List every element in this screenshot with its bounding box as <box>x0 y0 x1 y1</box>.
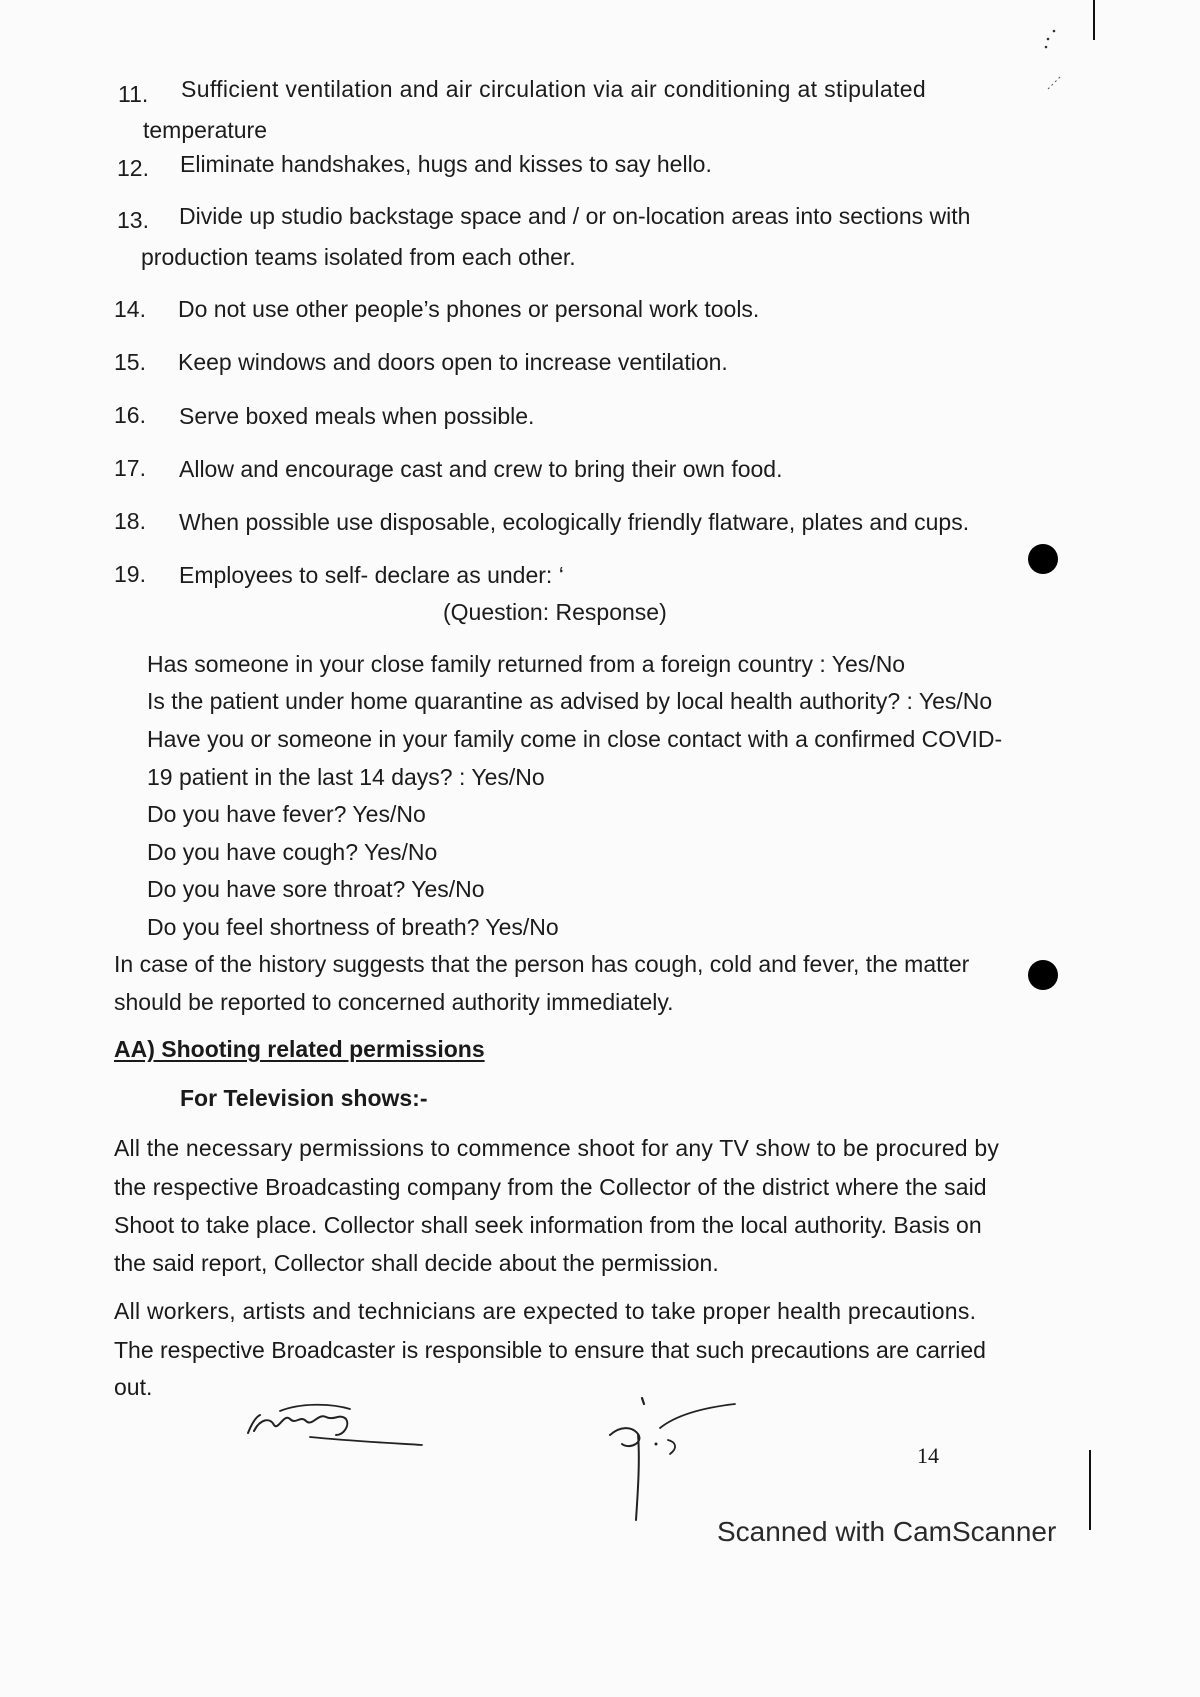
signature-right-image <box>600 1390 750 1525</box>
section-subheading: For Television shows:- <box>180 1085 428 1111</box>
paragraph-line: All workers, artists and technicians are expected to take proper health precautions. <box>114 1298 977 1324</box>
question-line: Have you or someone in your family come in close contact with a confirmed COVID- <box>147 726 1003 752</box>
paragraph-line: the respective Broadcasting company from the Collector of the district where the said <box>114 1174 987 1200</box>
question-line: Is the patient under home quarantine as advised by local health authority? : Yes/No <box>147 688 993 714</box>
paragraph-line: Shoot to take place. Collector shall seek information from the local authority. Basis on <box>114 1212 982 1238</box>
question-line: Has someone in your close family returned from a foreign country : Yes/No <box>147 651 906 677</box>
note-line: should be reported to concerned authority immediately. <box>114 989 674 1015</box>
item-text: Divide up studio backstage space and / or on-location areas into sections with <box>179 203 971 229</box>
item-continuation: temperature <box>143 117 268 143</box>
paragraph-line: The respective Broadcaster is responsible to ensure that such precautions are carried <box>114 1337 986 1363</box>
question-line: Do you have cough? Yes/No <box>147 839 438 865</box>
scanner-watermark: Scanned with CamScanner <box>717 1516 1057 1547</box>
paragraph-line: the said report, Collector shall decide about the permission. <box>114 1250 719 1276</box>
question-line: Do you have fever? Yes/No <box>147 801 426 827</box>
scan-edge-line-bottom <box>1089 1450 1091 1530</box>
paragraph-line: All the necessary permissions to commence shoot for any TV show to be procured by <box>114 1135 1000 1161</box>
item-number: 14. <box>114 296 146 322</box>
item-text: Serve boxed meals when possible. <box>179 403 535 429</box>
question-line: Do you feel shortness of breath? Yes/No <box>147 914 559 940</box>
section-heading: AA) Shooting related permissions <box>114 1036 485 1062</box>
item-text: Keep windows and doors open to increase ventilation. <box>178 349 728 375</box>
signature-left-image <box>240 1395 430 1455</box>
scan-specks-image <box>1040 25 1070 95</box>
scan-edge-line <box>1093 0 1095 40</box>
item-text: Eliminate handshakes, hugs and kisses to say hello. <box>180 151 712 177</box>
questionnaire-header: (Question: Response) <box>443 599 667 625</box>
item-number: 15. <box>114 349 146 375</box>
item-text: Do not use other people’s phones or personal work tools. <box>178 296 760 322</box>
item-text: Allow and encourage cast and crew to bring their own food. <box>179 456 783 482</box>
note-line: In case of the history suggests that the person has cough, cold and fever, the matter <box>114 951 970 977</box>
item-text: Sufficient ventilation and air circulation via air conditioning at stipulated <box>181 76 927 102</box>
item-number: 13. <box>117 207 149 233</box>
item-number: 11. <box>118 81 149 107</box>
page-number: 14 <box>917 1443 939 1468</box>
item-number: 19. <box>114 561 146 587</box>
item-text: Employees to self- declare as under: ‘ <box>179 562 564 588</box>
item-number: 12. <box>117 155 149 181</box>
question-line: Do you have sore throat? Yes/No <box>147 876 485 902</box>
paragraph-line: out. <box>114 1374 153 1400</box>
punch-hole-mark <box>1028 960 1058 990</box>
item-continuation: production teams isolated from each other. <box>141 244 576 270</box>
item-text: When possible use disposable, ecologically friendly flatware, plates and cups. <box>179 509 970 535</box>
item-number: 16. <box>114 402 146 428</box>
item-number: 17. <box>114 455 146 481</box>
punch-hole-mark <box>1028 544 1058 574</box>
item-number: 18. <box>114 508 146 534</box>
question-line: 19 patient in the last 14 days? : Yes/No <box>147 764 545 790</box>
